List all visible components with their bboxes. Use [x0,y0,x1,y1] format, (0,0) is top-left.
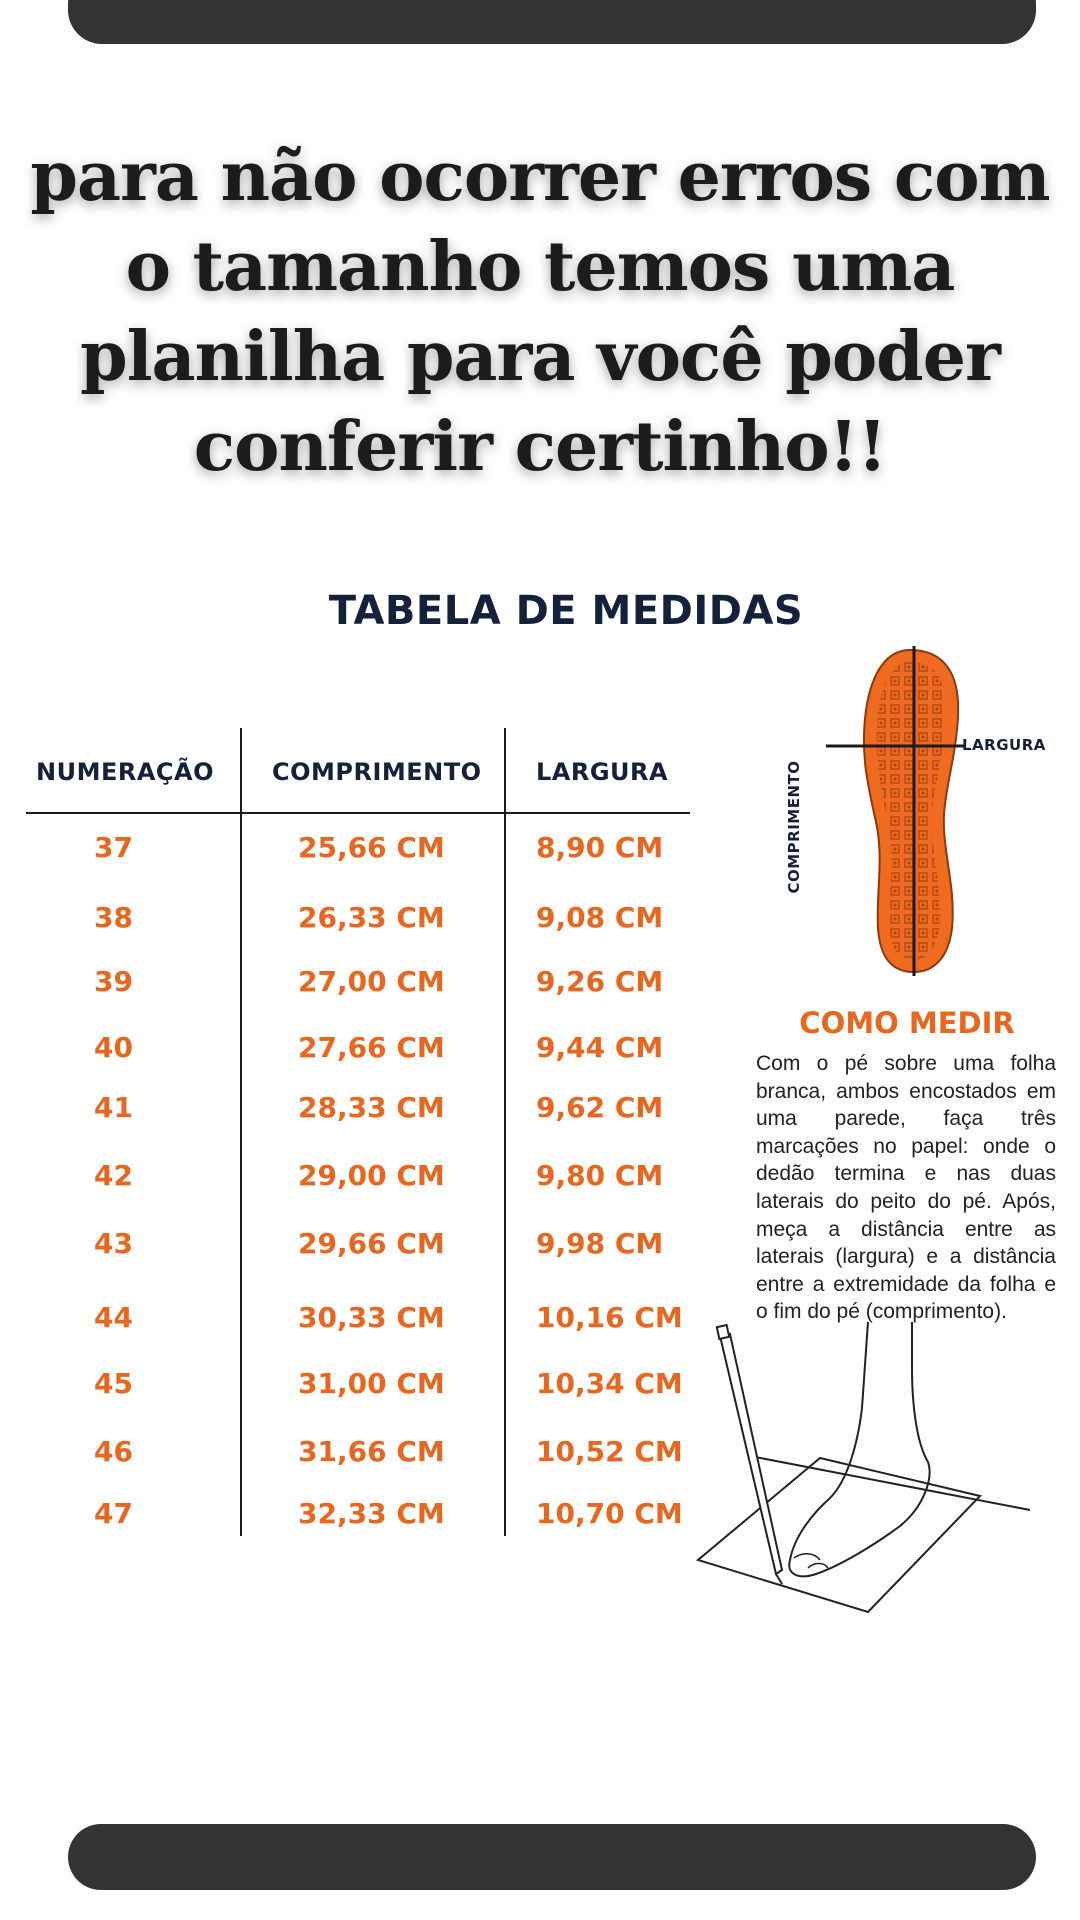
cell-length: 26,33 CM [298,901,445,934]
cell-size: 46 [94,1435,133,1468]
cell-width: 9,26 CM [536,965,664,998]
cell-width: 9,98 CM [536,1227,664,1260]
table-title: TABELA DE MEDIDAS [328,588,804,634]
cell-length: 31,66 CM [298,1435,445,1468]
cell-size: 47 [94,1497,133,1530]
cell-width: 8,90 CM [536,831,664,864]
cell-length: 31,00 CM [298,1367,445,1400]
how-to-measure-title: COMO MEDIR [799,1006,1015,1040]
cell-width: 10,70 CM [536,1497,683,1530]
cell-size: 45 [94,1367,133,1400]
cell-length: 29,00 CM [298,1159,445,1192]
cell-length: 25,66 CM [298,831,445,864]
cell-width: 10,52 CM [536,1435,683,1468]
cell-size: 42 [94,1159,133,1192]
how-to-measure-text: Com o pé sobre uma folha branca, ambos encostados em uma parede, faça três marcações no papel: onde o dedão termina e nas duas laterais do peito do pé. Após, meça a distância entre as laterais (largura) e a distância entre a extremidade da folha e o fim do pé (comprimento). [756,1052,1056,1324]
cell-width: 9,80 CM [536,1159,664,1192]
headline: para não ocorrer erros com o tamanho temos uma planilha para você poder conferir certinho!! [30,137,1050,487]
cell-size: 40 [94,1031,133,1064]
table-divider [240,728,242,1536]
label-largura: LARGURA [962,736,1046,754]
table-divider [504,728,506,1536]
cell-size: 43 [94,1227,133,1260]
cell-width: 10,34 CM [536,1367,683,1400]
foot-measure-icon [690,1312,1030,1616]
cell-length: 32,33 CM [298,1497,445,1530]
cell-size: 44 [94,1301,133,1334]
insole-icon [818,646,998,976]
cell-size: 39 [94,965,133,998]
cell-width: 9,44 CM [536,1031,664,1064]
table-header-rule [26,812,690,814]
cell-width: 9,08 CM [536,901,664,934]
top-bar [68,0,1036,44]
cell-length: 27,00 CM [298,965,445,998]
header-largura: LARGURA [536,758,669,786]
cell-size: 38 [94,901,133,934]
bottom-bar [68,1824,1036,1890]
label-comprimento: COMPRIMENTO [785,760,803,894]
cell-length: 27,66 CM [298,1031,445,1064]
cell-size: 41 [94,1091,133,1124]
cell-length: 30,33 CM [298,1301,445,1334]
cell-length: 29,66 CM [298,1227,445,1260]
cell-width: 10,16 CM [536,1301,683,1334]
cell-width: 9,62 CM [536,1091,664,1124]
header-comprimento: COMPRIMENTO [272,758,482,786]
cell-length: 28,33 CM [298,1091,445,1124]
header-numeracao: NUMERAÇÃO [36,758,214,786]
cell-size: 37 [94,831,133,864]
